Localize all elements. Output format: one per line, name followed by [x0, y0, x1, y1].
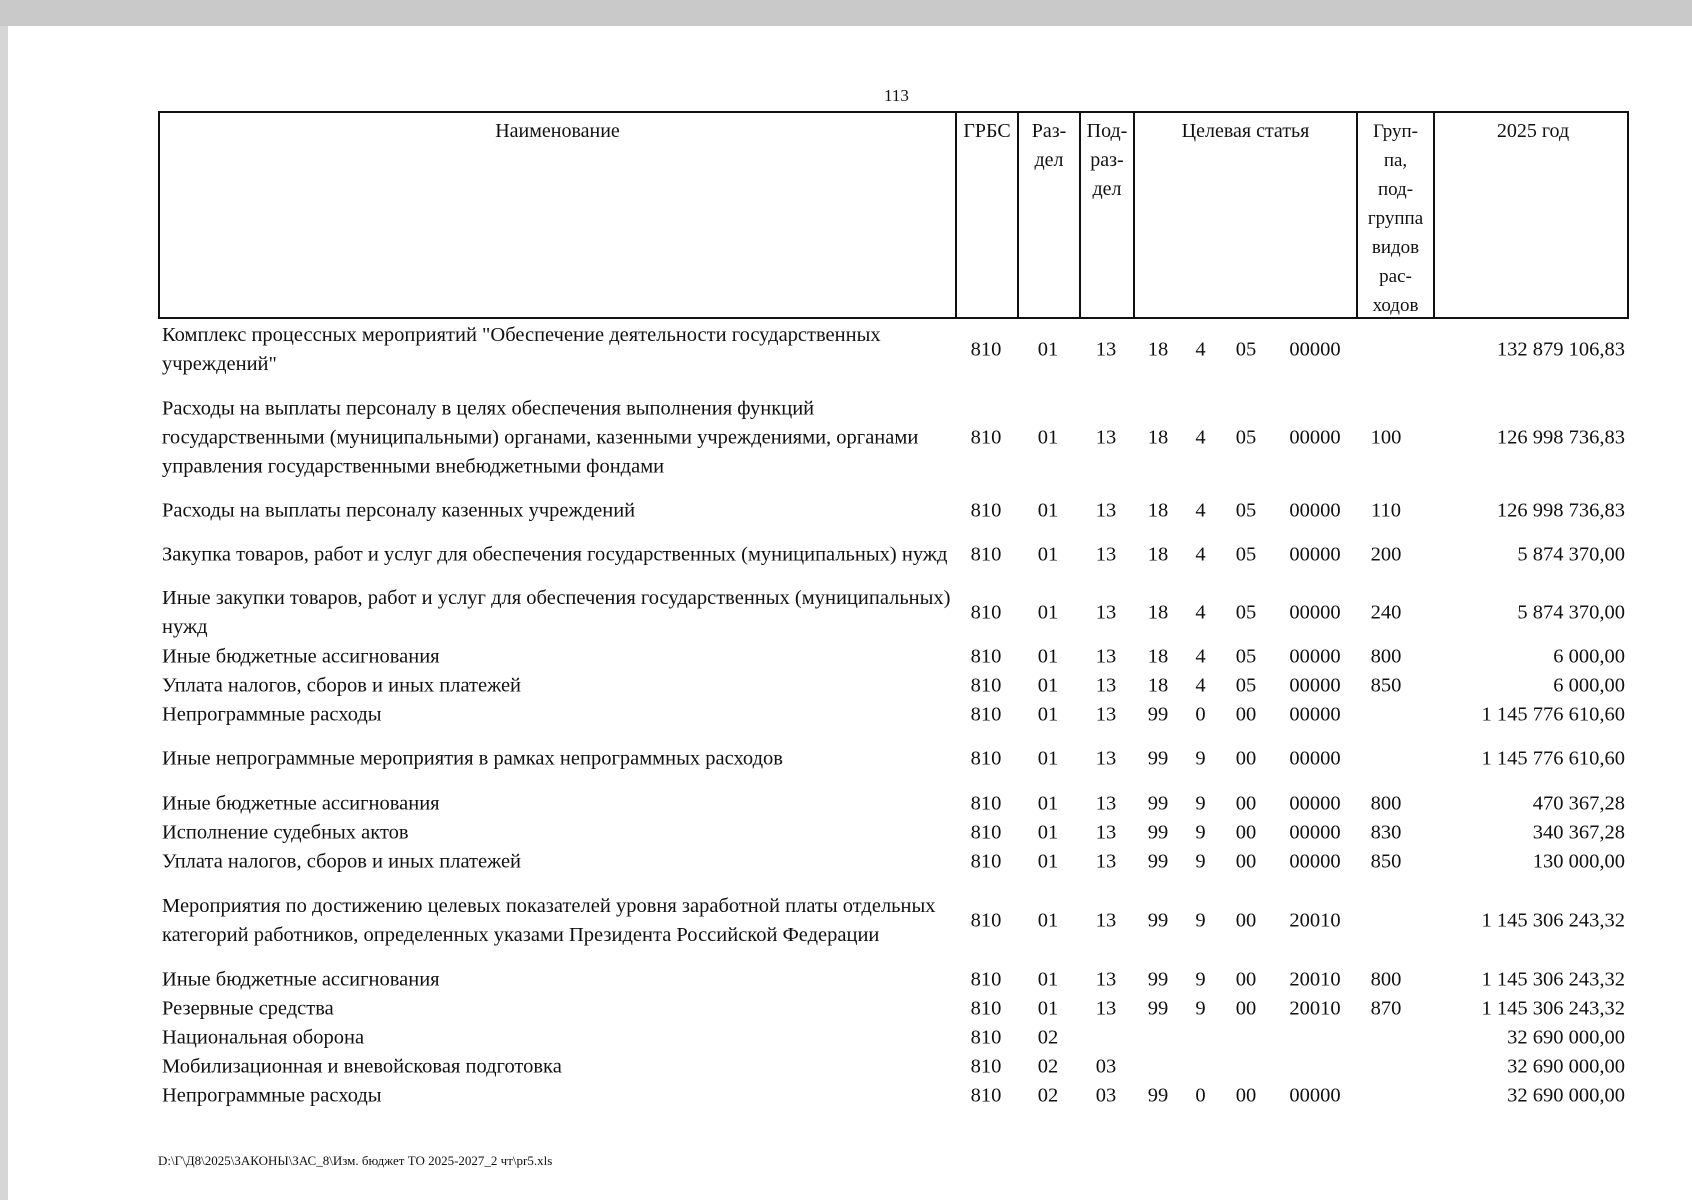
table-row — [158, 642, 1629, 671]
row-target-program: 99 — [1147, 909, 1169, 931]
row-target-program: 99 — [1147, 968, 1169, 990]
row-grbs: 810 — [970, 1026, 1002, 1048]
table-row — [158, 526, 1629, 584]
row-target-direction: 20010 — [1289, 909, 1341, 931]
row-amount: 1 145 306 243,32 — [1481, 909, 1625, 931]
row-razdel: 02 — [1037, 1026, 1059, 1048]
row-name: Комплекс процессных мероприятий "Обеспечение деятельности государственных учреждений" — [162, 324, 881, 375]
row-amount: 130 000,00 — [1532, 850, 1625, 872]
row-razdel: 01 — [1037, 543, 1059, 566]
row-target-type: 9 — [1195, 792, 1206, 814]
row-target-type: 4 — [1195, 645, 1206, 667]
row-target-direction: 00000 — [1289, 499, 1341, 522]
row-target-structure: 05 — [1235, 674, 1257, 696]
row-grbs: 810 — [970, 674, 1002, 696]
row-razdel: 01 — [1037, 674, 1059, 696]
row-name: Иные бюджетные ассигнования — [162, 645, 440, 667]
row-target-program: 99 — [1147, 850, 1169, 872]
row-amount: 32 690 000,00 — [1507, 1084, 1625, 1106]
row-target-type: 4 — [1195, 543, 1206, 566]
row-razdel: 01 — [1037, 601, 1059, 624]
row-razdel: 01 — [1037, 426, 1059, 449]
row-name: Мероприятия по достижению целевых показателей уровня заработной платы отдельных категорий работников, определенных указами Президента Российской Федерации — [162, 894, 936, 946]
table-row — [158, 1052, 1629, 1081]
row-target-type: 0 — [1195, 703, 1206, 725]
header-podrazdel-line: Под- — [1086, 120, 1128, 142]
table-row — [158, 744, 1629, 774]
row-expense-group: 110 — [1371, 499, 1401, 522]
row-podrazdel: 13 — [1095, 968, 1117, 990]
row-target-direction: 20010 — [1289, 997, 1341, 1019]
header-podrazdel-line: дел — [1092, 178, 1122, 200]
row-name: Иные бюджетные ассигнования — [162, 792, 440, 814]
row-target-program: 18 — [1147, 543, 1169, 566]
header-vr-line: видов — [1371, 237, 1420, 258]
row-target-type: 9 — [1195, 997, 1206, 1019]
row-target-program: 18 — [1147, 601, 1169, 624]
header-grbs: ГРБС — [957, 113, 1019, 317]
row-name: Непрограммные расходы — [162, 1084, 382, 1106]
row-name: Закупка товаров, работ и услуг для обеспечения государственных (муниципальных) нужд — [162, 543, 948, 566]
row-grbs: 810 — [970, 1084, 1002, 1106]
table-row — [158, 994, 1629, 1023]
row-expense-group: 800 — [1370, 792, 1402, 814]
table-row — [158, 818, 1629, 847]
header-razdel — [1019, 113, 1081, 317]
row-grbs: 810 — [970, 792, 1002, 814]
header-vr-line: под- — [1377, 179, 1414, 200]
row-expense-group: 870 — [1370, 997, 1402, 1019]
row-amount: 470 367,28 — [1532, 792, 1625, 814]
row-podrazdel: 03 — [1095, 1084, 1117, 1106]
row-name: Уплата налогов, сборов и иных платежей — [162, 674, 522, 696]
table-header — [158, 111, 1629, 319]
row-grbs: 810 — [970, 703, 1002, 725]
row-target-structure: 05 — [1235, 499, 1257, 522]
row-amount: 132 879 106,83 — [1496, 338, 1625, 361]
row-razdel: 01 — [1037, 909, 1059, 931]
row-target-direction: 00000 — [1289, 821, 1341, 843]
table-row — [158, 671, 1629, 700]
row-target-direction: 00000 — [1289, 543, 1341, 566]
row-target-program: 99 — [1147, 747, 1169, 770]
row-amount: 1 145 776 610,60 — [1481, 747, 1625, 770]
row-expense-group: 200 — [1370, 543, 1402, 566]
row-expense-group: 830 — [1370, 821, 1402, 843]
row-target-type: 4 — [1195, 674, 1206, 696]
row-podrazdel: 13 — [1095, 792, 1117, 814]
row-grbs: 810 — [970, 601, 1002, 624]
row-amount: 1 145 306 243,32 — [1481, 968, 1625, 990]
header-podrazdel — [1081, 113, 1135, 317]
row-razdel: 01 — [1037, 499, 1059, 522]
header-vr — [1358, 113, 1435, 317]
row-target-type: 4 — [1195, 426, 1206, 449]
header-vr-line: ходов — [1372, 295, 1419, 316]
row-target-program: 18 — [1147, 426, 1169, 449]
row-razdel: 01 — [1037, 968, 1059, 990]
row-amount: 1 145 776 610,60 — [1481, 703, 1625, 725]
header-target: Целевая статья — [1135, 113, 1358, 317]
row-target-structure: 05 — [1235, 338, 1257, 361]
row-target-program: 99 — [1147, 1084, 1169, 1106]
row-target-direction: 00000 — [1289, 338, 1341, 361]
row-amount: 5 874 370,00 — [1517, 543, 1625, 566]
row-expense-group: 800 — [1370, 968, 1402, 990]
row-target-program: 99 — [1147, 997, 1169, 1019]
row-razdel: 01 — [1037, 338, 1059, 361]
table-row — [158, 700, 1629, 729]
row-amount: 5 874 370,00 — [1517, 601, 1625, 624]
header-razdel-line: Раз- — [1031, 120, 1067, 142]
row-target-type: 4 — [1195, 338, 1206, 361]
row-podrazdel: 03 — [1095, 1055, 1117, 1077]
row-target-structure: 00 — [1235, 747, 1257, 770]
row-target-structure: 05 — [1235, 601, 1257, 624]
header-razdel-line: дел — [1034, 149, 1064, 171]
row-name: Уплата налогов, сборов и иных платежей — [162, 850, 522, 872]
row-target-type: 9 — [1195, 909, 1206, 931]
row-expense-group: 850 — [1370, 674, 1402, 696]
row-target-type: 9 — [1195, 850, 1206, 872]
row-target-type: 0 — [1195, 1084, 1206, 1106]
header-vr-line: рас- — [1379, 266, 1412, 287]
row-target-direction: 00000 — [1289, 792, 1341, 814]
table-row — [158, 965, 1629, 994]
row-target-structure: 00 — [1235, 968, 1257, 990]
row-grbs: 810 — [970, 997, 1002, 1019]
row-podrazdel: 13 — [1095, 909, 1117, 931]
row-amount: 1 145 306 243,32 — [1481, 997, 1625, 1019]
row-grbs: 810 — [970, 909, 1002, 931]
row-target-direction: 00000 — [1289, 674, 1341, 696]
row-razdel: 01 — [1037, 645, 1059, 667]
row-razdel: 01 — [1037, 703, 1059, 725]
table-row — [158, 584, 1629, 642]
row-podrazdel: 13 — [1095, 997, 1117, 1019]
row-target-program: 99 — [1147, 703, 1169, 725]
row-target-program: 99 — [1147, 792, 1169, 814]
row-name: Расходы на выплаты персоналу казенных учреждений — [162, 499, 636, 522]
row-name: Мобилизационная и вневойсковая подготовка — [162, 1055, 562, 1077]
header-year: 2025 год — [1496, 120, 1570, 142]
header-vr-line: группа — [1367, 208, 1424, 229]
row-target-structure: 00 — [1235, 821, 1257, 843]
row-podrazdel: 13 — [1095, 703, 1117, 725]
row-target-structure: 00 — [1235, 850, 1257, 872]
row-expense-group: 100 — [1370, 426, 1402, 449]
row-target-structure: 05 — [1235, 645, 1257, 667]
row-amount: 32 690 000,00 — [1507, 1055, 1625, 1077]
row-grbs: 810 — [970, 968, 1002, 990]
row-grbs: 810 — [970, 338, 1002, 361]
file-path-footer: D:\Г\Д8\2025\ЗАКОНЫ\ЗАС_8\Изм. бюджет ТО 2025-2027_2 чт\pr5.xls — [158, 1153, 553, 1168]
row-target-program: 18 — [1147, 499, 1169, 522]
row-target-structure: 00 — [1235, 997, 1257, 1019]
row-grbs: 810 — [970, 1055, 1002, 1077]
row-expense-group: 850 — [1370, 850, 1402, 872]
table-row — [158, 394, 1629, 482]
row-podrazdel: 13 — [1095, 850, 1117, 872]
row-target-type: 4 — [1195, 601, 1206, 624]
row-expense-group: 240 — [1370, 601, 1402, 624]
page-number: 113 — [884, 86, 909, 105]
row-name: Иные бюджетные ассигнования — [162, 968, 440, 990]
row-target-direction: 00000 — [1289, 850, 1341, 872]
row-podrazdel: 13 — [1095, 338, 1117, 361]
row-amount: 6 000,00 — [1553, 645, 1625, 667]
row-target-structure: 05 — [1235, 543, 1257, 566]
scan-left-edge — [0, 26, 8, 1200]
row-grbs: 810 — [970, 747, 1002, 770]
row-target-program: 18 — [1147, 338, 1169, 361]
table-row — [158, 876, 1629, 965]
row-razdel: 01 — [1037, 792, 1059, 814]
row-name: Национальная оборона — [162, 1026, 365, 1048]
header-podrazdel-line: раз- — [1090, 149, 1124, 171]
header-vr-line: па, — [1383, 150, 1408, 171]
row-grbs: 810 — [970, 426, 1002, 449]
row-name: Иные непрограммные мероприятия в рамках непрограммных расходов — [162, 747, 783, 770]
row-target-structure: 00 — [1235, 909, 1257, 931]
row-target-program: 18 — [1147, 645, 1169, 667]
row-amount: 6 000,00 — [1553, 674, 1625, 696]
row-target-program: 99 — [1147, 821, 1169, 843]
row-name: Непрограммные расходы — [162, 703, 382, 725]
row-amount: 340 367,28 — [1532, 821, 1625, 843]
row-razdel: 02 — [1037, 1084, 1059, 1106]
row-target-structure: 00 — [1235, 792, 1257, 814]
row-razdel: 01 — [1037, 850, 1059, 872]
row-podrazdel: 13 — [1095, 645, 1117, 667]
row-podrazdel: 13 — [1095, 821, 1117, 843]
row-grbs: 810 — [970, 499, 1002, 522]
row-podrazdel: 13 — [1095, 601, 1117, 624]
table-row — [158, 1081, 1629, 1110]
row-target-direction: 00000 — [1289, 703, 1341, 725]
row-name: Иные закупки товаров, работ и услуг для обеспечения государственных (муниципальных) нужд — [162, 587, 951, 638]
row-target-direction: 20010 — [1289, 968, 1341, 990]
row-razdel: 01 — [1037, 997, 1059, 1019]
row-razdel: 01 — [1037, 747, 1059, 770]
row-target-structure: 00 — [1235, 1084, 1257, 1106]
row-podrazdel: 13 — [1095, 543, 1117, 566]
row-razdel: 01 — [1037, 821, 1059, 843]
row-target-program: 18 — [1147, 674, 1169, 696]
row-razdel: 02 — [1037, 1055, 1059, 1077]
row-amount: 126 998 736,83 — [1496, 499, 1625, 522]
row-name: Исполнение судебных актов — [162, 821, 409, 843]
row-target-type: 9 — [1195, 821, 1206, 843]
row-target-direction: 00000 — [1289, 645, 1341, 667]
row-grbs: 810 — [970, 821, 1002, 843]
row-amount: 126 998 736,83 — [1496, 426, 1625, 449]
row-target-structure: 05 — [1235, 426, 1257, 449]
row-target-structure: 00 — [1235, 703, 1257, 725]
row-target-type: 9 — [1195, 747, 1206, 770]
row-grbs: 810 — [970, 645, 1002, 667]
row-target-direction: 00000 — [1289, 1084, 1341, 1106]
scan-top-edge — [0, 0, 1692, 26]
row-target-direction: 00000 — [1289, 747, 1341, 770]
row-target-type: 4 — [1195, 499, 1206, 522]
table-row — [158, 322, 1629, 378]
row-expense-group: 800 — [1370, 645, 1402, 667]
table-row — [158, 789, 1629, 818]
row-target-type: 9 — [1195, 968, 1206, 990]
row-podrazdel: 13 — [1095, 747, 1117, 770]
row-grbs: 810 — [970, 543, 1002, 566]
row-target-direction: 00000 — [1289, 601, 1341, 624]
row-podrazdel: 13 — [1095, 426, 1117, 449]
row-name: Резервные средства — [162, 997, 334, 1019]
header-vr-line: Груп- — [1372, 121, 1419, 142]
row-amount: 32 690 000,00 — [1507, 1026, 1625, 1048]
row-name: Расходы на выплаты персоналу в целях обеспечения выполнения функций государственными (муниципальными) органами, казенными учреждениями, органами управления государственными внебюджетными фондами — [162, 397, 919, 478]
row-podrazdel: 13 — [1095, 499, 1117, 522]
row-grbs: 810 — [970, 850, 1002, 872]
row-target-direction: 00000 — [1289, 426, 1341, 449]
table-row — [158, 1023, 1629, 1052]
table-row — [158, 847, 1629, 876]
header-name: Наименование — [160, 113, 957, 317]
row-podrazdel: 13 — [1095, 674, 1117, 696]
table-row — [158, 496, 1629, 526]
